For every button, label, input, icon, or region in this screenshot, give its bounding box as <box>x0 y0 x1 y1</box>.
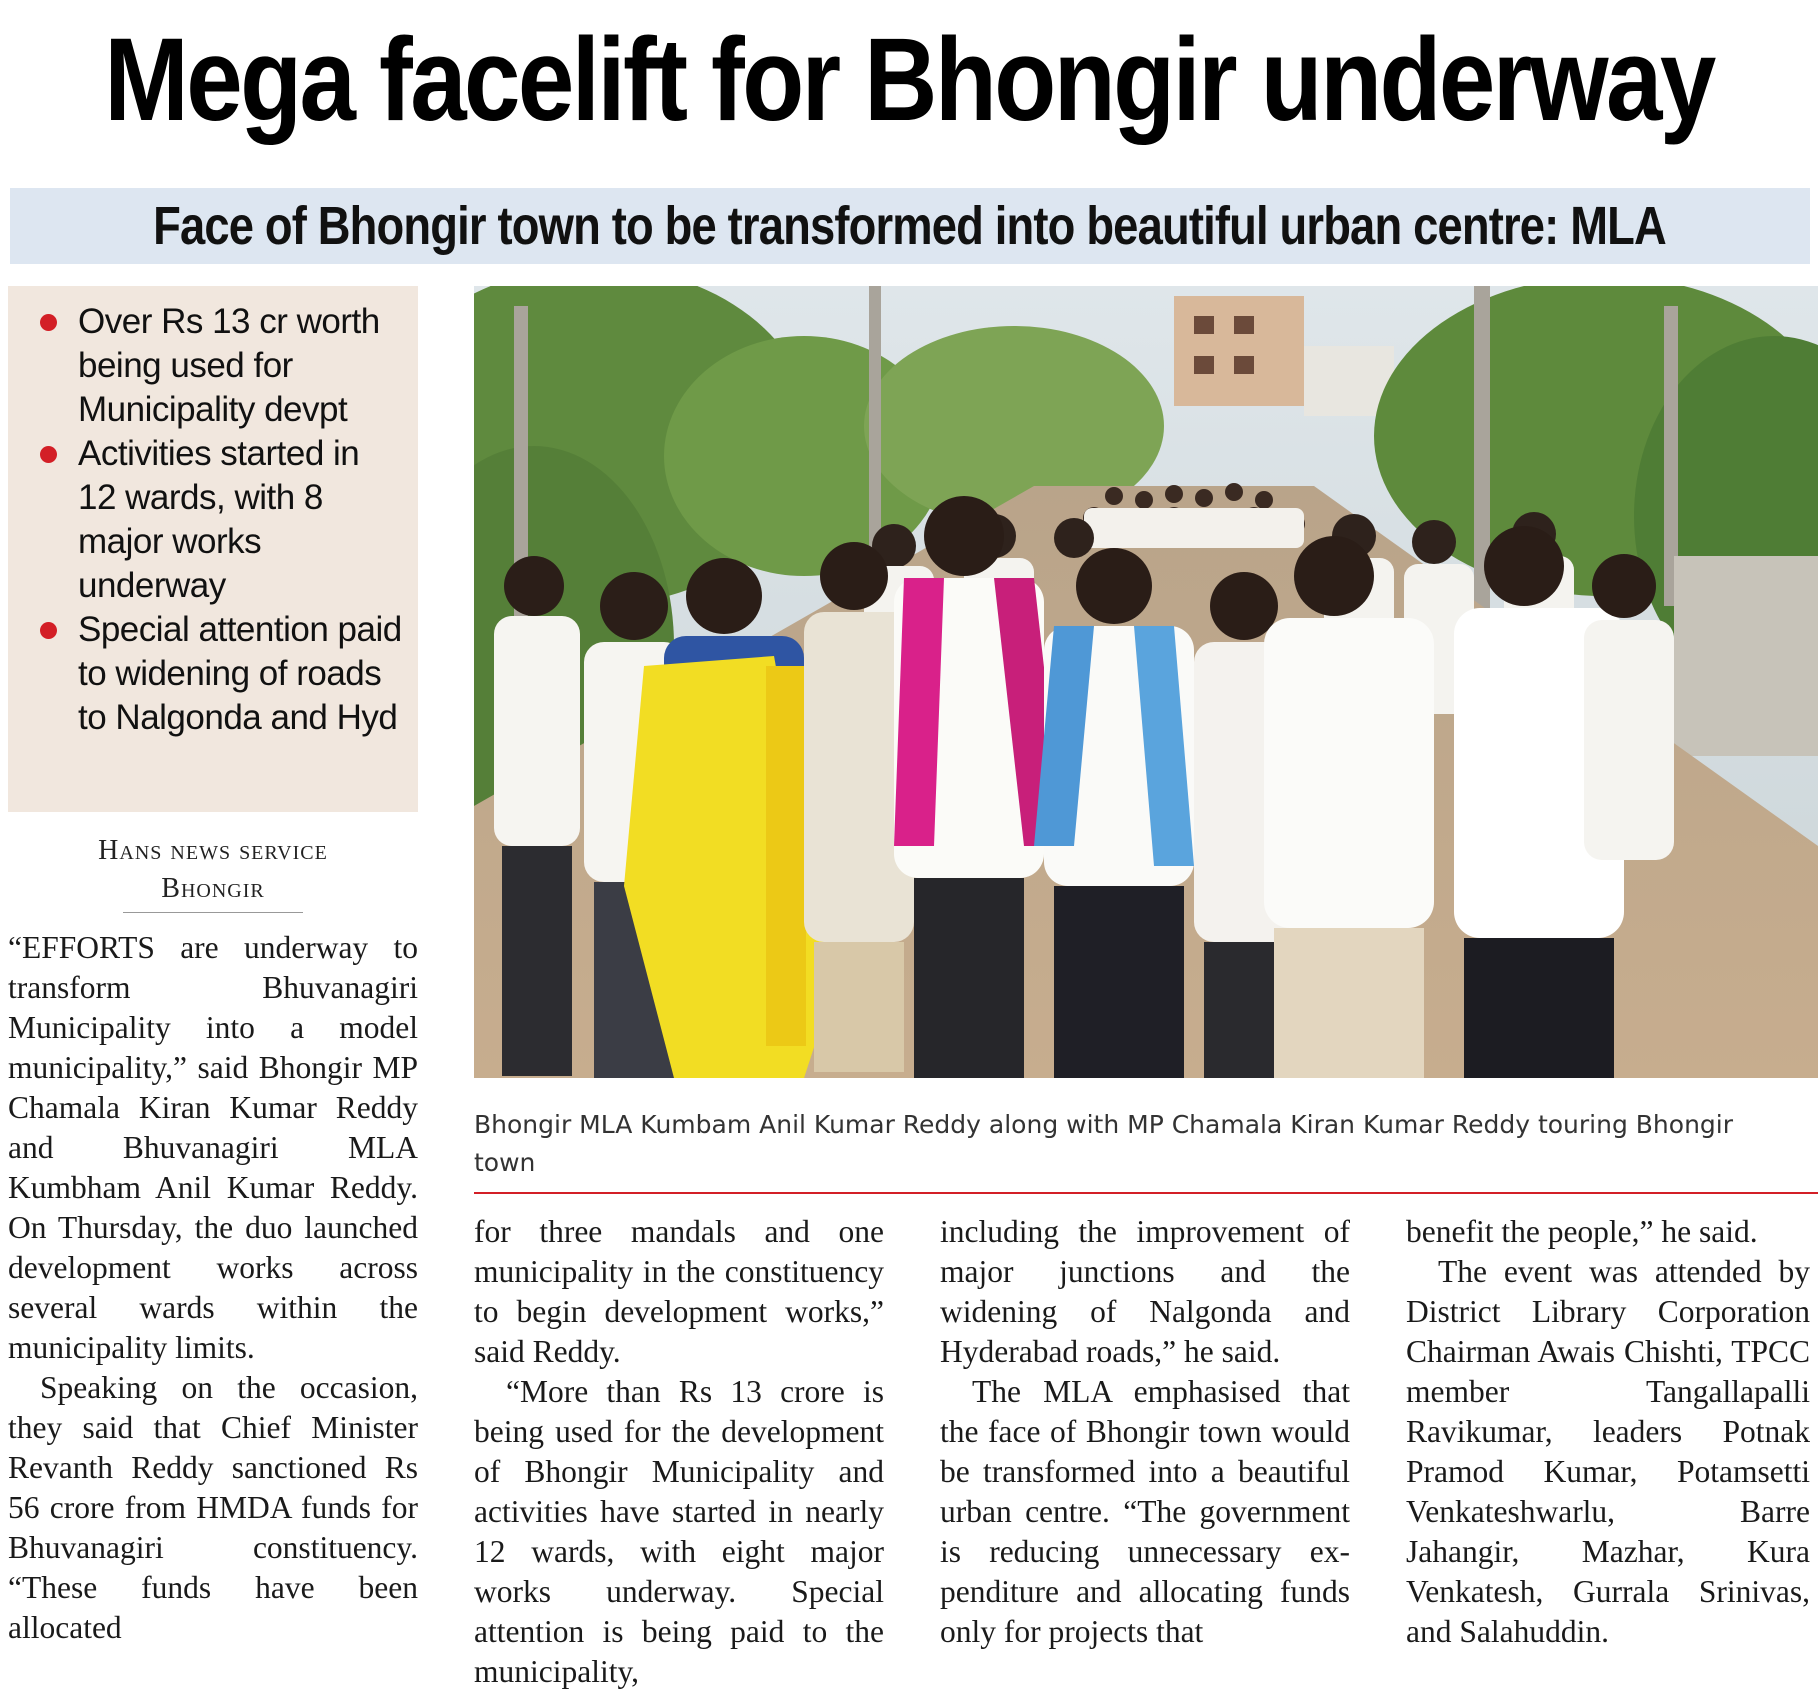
highlights-list <box>28 300 406 740</box>
highlights-box <box>8 286 418 812</box>
article-column-3 <box>940 1212 1350 1652</box>
paragraph: including the improvement of major junctions and the widening of Nalgonda and Hyderabad roads,” he said. <box>940 1214 1350 1369</box>
crowd-photo-illustration <box>474 286 1818 1078</box>
highlight-item: Special attention paid to widening of roads to Nalgonda and Hyd <box>28 608 406 740</box>
paragraph: The event was attended by District Library Corporation Chairman Awais Chishti, TPCC member Tangallapalli Ravikumar, leaders Potnak Pramod Kumar, Potamsetti Venkateshwarlu, Barre Jahangir, Mazhar, Kura Venkatesh, Gurrala Srinivas, and Salahuddin. <box>1406 1254 1810 1649</box>
subheadline: Face of Bhongir town to be transformed into beautiful urban centre: MLA <box>153 196 1667 256</box>
paragraph: “More than Rs 13 crore is being used for the development of Bhongir Municipality and activities have started in nearly 12 wards, with eight major works underway. Special attention is being paid to the municipality, <box>474 1374 884 1689</box>
paragraph: “EFFORTS are underway to transform Bhuvanagiri Municipality into a model municipality,” said Bhongir MP Chamala Kiran Kumar Reddy and Bhuvanagiri MLA Kumbham Anil Kumar Reddy. On Thursday, the duo launched development works across several wards within the municipality limits. <box>8 930 418 1365</box>
article-column-1 <box>8 928 418 1648</box>
caption-divider <box>474 1192 1818 1194</box>
highlight-item: Activities started in 12 wards, with 8 major works underway <box>28 432 406 608</box>
bullet-icon <box>40 446 57 463</box>
subheadline-banner <box>10 188 1810 264</box>
paragraph: for three mandals and one municipality in the constituency to begin development works,” said Reddy. <box>474 1214 884 1369</box>
paragraph: benefit the people,” he said. <box>1406 1214 1758 1249</box>
paragraph: The MLA emphasised that the face of Bhongir town would be transformed into a beautiful urban centre. “The government is reducing unnecessary expenditure and allocating funds only for projects that <box>940 1374 1350 1649</box>
byline-rule <box>123 912 303 913</box>
article-column-2 <box>474 1212 884 1692</box>
bullet-icon <box>40 622 57 639</box>
article-column-4 <box>1406 1212 1810 1652</box>
highlight-item: Over Rs 13 cr worth being used for Municipality devpt <box>28 300 406 432</box>
byline-location: Bhongir <box>161 873 265 904</box>
byline <box>8 832 418 913</box>
headline: Mega facelift for Bhongir underway <box>104 14 1714 146</box>
person-figure <box>494 556 580 1076</box>
byline-agency: Hans news service <box>98 835 328 866</box>
bullet-icon <box>40 314 57 331</box>
photo-caption: Bhongir MLA Kumbam Anil Kumar Reddy along with MP Chamala Kiran Kumar Reddy touring Bhongir town <box>474 1110 1734 1177</box>
paragraph: Speaking on the occasion, they said that Chief Minister Revanth Reddy sanctioned Rs 56 crore from HMDA funds for Bhuvanagiri constituency. “These funds have been allocated <box>8 1370 418 1645</box>
news-photo <box>474 286 1818 1078</box>
